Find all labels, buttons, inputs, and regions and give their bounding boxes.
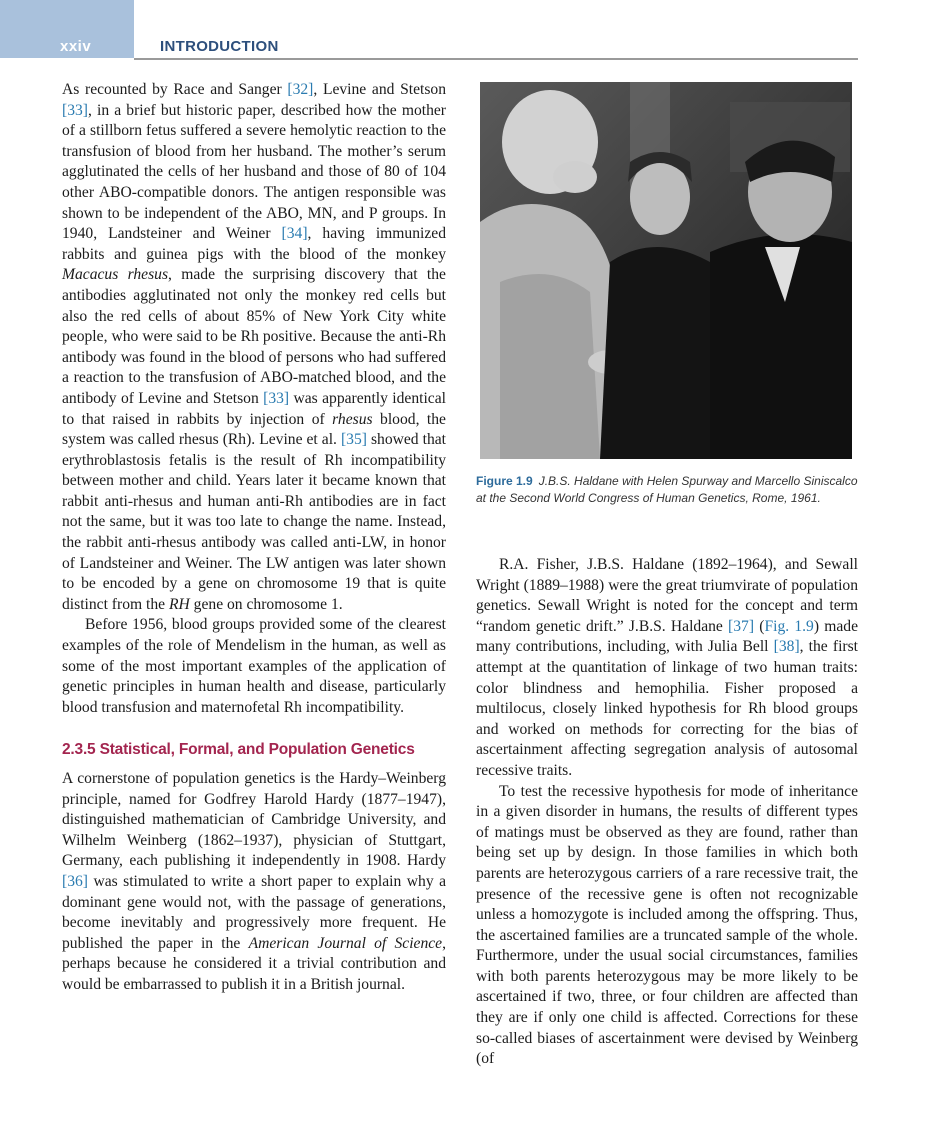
photo-image [480, 82, 852, 459]
paragraph: A cornerstone of population genetics is the Hardy–Weinberg principle, named for Godfrey Harold Hardy (1877–1947), distinguished mathematician of Cambridge University, and Wilhelm Weinberg (1862–1937), physician of Stuttgart, Germany, each publishing it independently in 1908. Hardy [36] was stimulated to write a short paper to explain why a dominant gene would not, with the passage of generations, become inevitably and progressively more frequent. He published the paper in the American Journal of Science, perhaps because he considered it a trivial contribution and would be embarrassed to publish it in a British journal. [62, 770, 446, 993]
header-rule [134, 58, 858, 60]
figure-link[interactable]: Fig. 1.9 [764, 617, 814, 635]
citation-link[interactable]: [36] [62, 872, 88, 890]
figure-label: Figure 1.9 [476, 474, 533, 488]
page-number: xxiv [60, 38, 92, 55]
citation-link[interactable]: [35] [340, 431, 367, 449]
figure-caption [476, 473, 862, 507]
right-column [476, 555, 858, 1070]
citation-link[interactable]: [34] [281, 225, 308, 243]
citation-link[interactable]: [38] [773, 638, 800, 656]
paragraph: As recounted by Race and Sanger [32], Levine and Stetson [33], in a brief but historic paper, described how the mother of a stillborn fetus suffered a severe hemolytic reaction to the transfusion of blood from her husband. The mother’s serum agglutinated the cells of her husband and those of 80 of 104 other ABO-compatible donors. The antigen responsible was shown to be independent of the ABO, MN, and P groups. In 1940, Landsteiner and Weiner [34], having immunized rabbits and guinea pigs with the blood of the monkey Macacus rhesus, made the surprising discovery that the antibodies agglutinated not only the monkey red cells but also the red cells of about 85% of New York City white people, who were said to be Rh positive. Because the anti-Rh antibody was found in the blood of persons who had suffered a reaction to the transfusion of ABO-matched blood, and the antibody of Levine and Stetson [33] was apparently identical to that raised in rabbits by injection of rhesus blood, the system was called rhesus (Rh). Levine et al. [35] showed that erythroblastosis fetalis is the result of Rh incompatibility between mother and child. Years later it became known that rabbit anti-rhesus and human anti-Rh antibodies are in fact not the same, but it was too late to change the name. Instead, the rabbit anti-rhesus antibody was called anti-LW, in honor of Landsteiner and Weiner. The LW antigen was later shown to be encoded by a gene on chromosome 19 that is quite distinct from the RH gene on chromosome 1. [62, 81, 447, 613]
citation-link[interactable]: [37] [728, 617, 755, 635]
section-heading: 2.3.5 Statistical, Formal, and Population Genetics [62, 741, 415, 759]
figure-photo [480, 82, 852, 459]
paragraph: To test the recessive hypothesis for mode of inheritance in a given disorder in humans, the results of different types of matings must be observed as they are found, rather than being set up by design. In those families in which both parents are heterozygous carriers of a rare recessive trait, the presence of the recessive gene is often not recognizable unless a homozygote is included among the offspring. Thus, the ascertained families are a truncated sample of the whole. Furthermore, under the usual social circumstances, families with both parents heterozygous may be more likely to be ascertained if two, three, or four children are affected than they are if only one child is affected. Corrections for these so-called biases of ascertainment were devised by Weinberg (of [476, 782, 858, 1068]
left-column [62, 80, 446, 996]
running-head: INTRODUCTION [160, 38, 279, 55]
paragraph: R.A. Fisher, J.B.S. Haldane (1892–1964), and Sewall Wright (1889–1988) were the great triumvirate of population genetics. Sewall Wright is noted for the concept and term “random genetic drift.” J.B.S. Haldane [37] (Fig. 1.9) made many contributions, including, with Julia Bell [38], the first attempt at the quantitation of linkage of two human traits: color blindness and hemophilia. Fisher proposed a multilocus, closely linked hypothesis for Rh blood groups and worked on methods for correcting for the bias of ascertainment affecting segregation analysis of autosomal recessive traits. [476, 556, 859, 779]
figure-caption-text: J.B.S. Haldane with Helen Spurway and Marcello Siniscalco at the Second World Congress of Human Genetics, Rome, 1961. [476, 474, 858, 505]
paragraph: Before 1956, blood groups provided some of the clearest examples of the role of Mendelism in the human, as well as some of the most important examples of the application of genetic principles in human health and disease, particularly blood transfusion and maternofetal Rh incompatibility. [62, 616, 446, 716]
citation-link[interactable]: [33] [62, 101, 88, 119]
citation-link[interactable]: [32] [287, 81, 314, 98]
citation-link[interactable]: [33] [263, 389, 290, 407]
